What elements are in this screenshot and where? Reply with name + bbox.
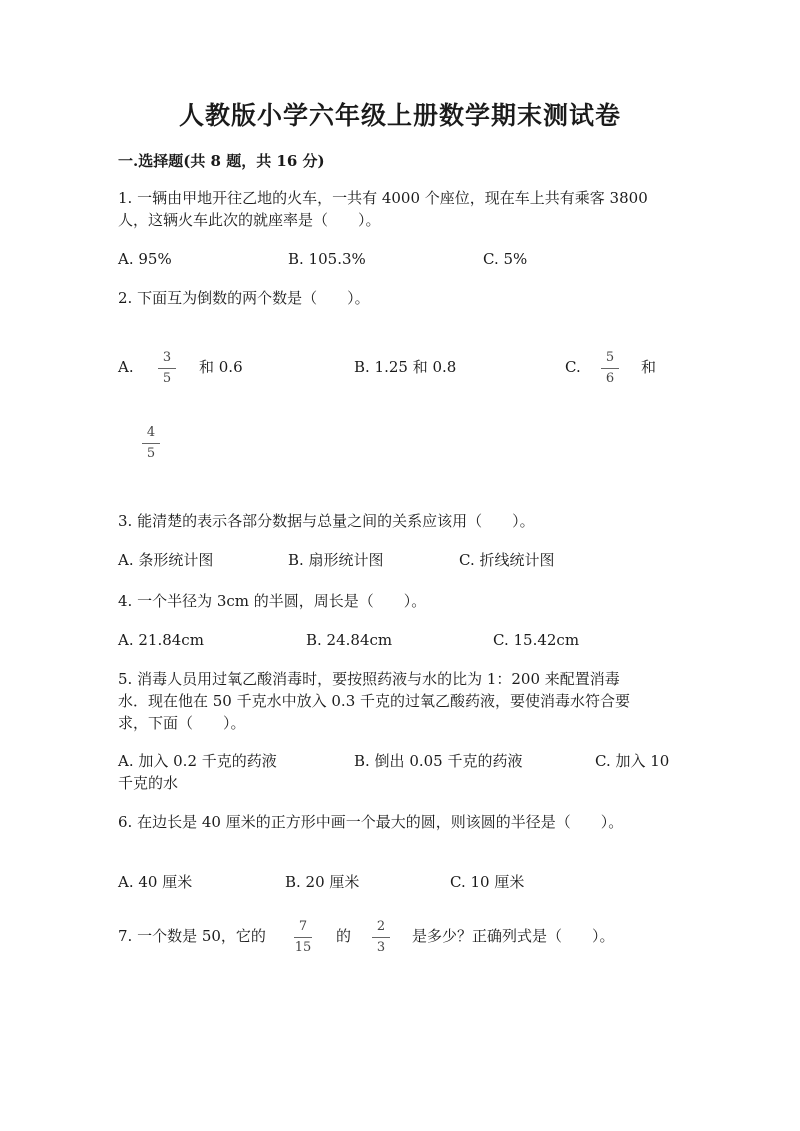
q5-option-c-continued: 千克的水 bbox=[118, 774, 179, 792]
fraction-denominator: 6 bbox=[605, 371, 615, 386]
q1-stem-line2: 人，这辆火车此次的就座率是（ ）。 bbox=[118, 211, 381, 229]
q5-stem-line1: 5. 消毒人员用过氧乙酸消毒时，要按照药液与水的比为 1：200 来配置消毒 bbox=[118, 670, 620, 688]
page-title: 人教版小学六年级上册数学期末测试卷 bbox=[178, 101, 621, 130]
q5-stem-line2: 水．现在他在 50 千克水中放入 0.3 千克的过氧乙酸药液，要使消毒水符合要 bbox=[118, 692, 631, 710]
q2-option-b: B. 1.25 和 0.8 bbox=[354, 358, 457, 376]
q7-stem-suffix: 是多少？正确列式是（ ）。 bbox=[412, 927, 615, 945]
q4-stem: 4. 一个半径为 3cm 的半圆，周长是（ ）。 bbox=[118, 592, 427, 610]
q2-option-a-fraction bbox=[154, 350, 180, 386]
q6-stem: 6. 在边长是 40 厘米的正方形中画一个最大的圆，则该圆的半径是（ ）。 bbox=[118, 813, 624, 831]
q7-stem-prefix: 7. 一个数是 50，它的 bbox=[118, 927, 266, 945]
q3-option-a: A. 条形统计图 bbox=[118, 551, 214, 569]
q2-option-a-label: A. bbox=[118, 358, 134, 376]
q2-option-c-fraction bbox=[597, 350, 623, 386]
fraction-bar bbox=[158, 368, 176, 369]
q6-option-c: C. 10 厘米 bbox=[450, 873, 525, 891]
fraction-numerator: 3 bbox=[162, 350, 172, 365]
q5-option-c: C. 加入 10 bbox=[595, 752, 670, 770]
q4-option-b: B. 24.84cm bbox=[306, 631, 393, 649]
q2-option-c-fraction-2 bbox=[138, 425, 164, 461]
q5-stem-line3: 求，下面（ ）。 bbox=[118, 714, 246, 732]
q2-option-c-label: C. bbox=[565, 358, 581, 376]
fraction-bar bbox=[372, 937, 390, 938]
q2-stem: 2. 下面互为倒数的两个数是（ ）。 bbox=[118, 289, 370, 307]
fraction-denominator: 15 bbox=[294, 940, 312, 955]
fraction-bar bbox=[601, 368, 619, 369]
q1-option-a: A. 95% bbox=[118, 250, 172, 268]
fraction-bar bbox=[142, 443, 160, 444]
q1-stem-line1: 1. 一辆由甲地开往乙地的火车，一共有 4000 个座位，现在车上共有乘客 3800 bbox=[118, 189, 648, 207]
q2-option-a-tail: 和 0.6 bbox=[199, 358, 243, 376]
fraction-bar bbox=[294, 937, 312, 938]
q4-option-a: A. 21.84cm bbox=[118, 631, 204, 649]
fraction-denominator: 3 bbox=[376, 940, 386, 955]
fraction-denominator: 5 bbox=[146, 446, 156, 461]
q7-fraction-1 bbox=[290, 919, 316, 955]
q3-stem: 3. 能清楚的表示各部分数据与总量之间的关系应该用（ ）。 bbox=[118, 512, 535, 530]
section-heading: 一.选择题(共 8 题，共 16 分) bbox=[118, 152, 325, 170]
fraction-numerator: 5 bbox=[605, 350, 615, 365]
q3-option-b: B. 扇形统计图 bbox=[288, 551, 384, 569]
q6-option-b: B. 20 厘米 bbox=[285, 873, 360, 891]
q6-option-a: A. 40 厘米 bbox=[118, 873, 193, 891]
q1-option-b: B. 105.3% bbox=[288, 250, 366, 268]
fraction-numerator: 4 bbox=[146, 425, 156, 440]
q7-fraction-2 bbox=[368, 919, 394, 955]
q2-option-c-mid: 和 bbox=[641, 358, 657, 376]
q5-option-a: A. 加入 0.2 千克的药液 bbox=[118, 752, 277, 770]
fraction-numerator: 7 bbox=[298, 919, 308, 934]
q1-option-c: C. 5% bbox=[483, 250, 528, 268]
fraction-numerator: 2 bbox=[376, 919, 386, 934]
fraction-denominator: 5 bbox=[162, 371, 172, 386]
q7-stem-mid: 的 bbox=[336, 927, 352, 945]
q5-option-b: B. 倒出 0.05 千克的药液 bbox=[354, 752, 523, 770]
q4-option-c: C. 15.42cm bbox=[493, 631, 580, 649]
q3-option-c: C. 折线统计图 bbox=[459, 551, 555, 569]
